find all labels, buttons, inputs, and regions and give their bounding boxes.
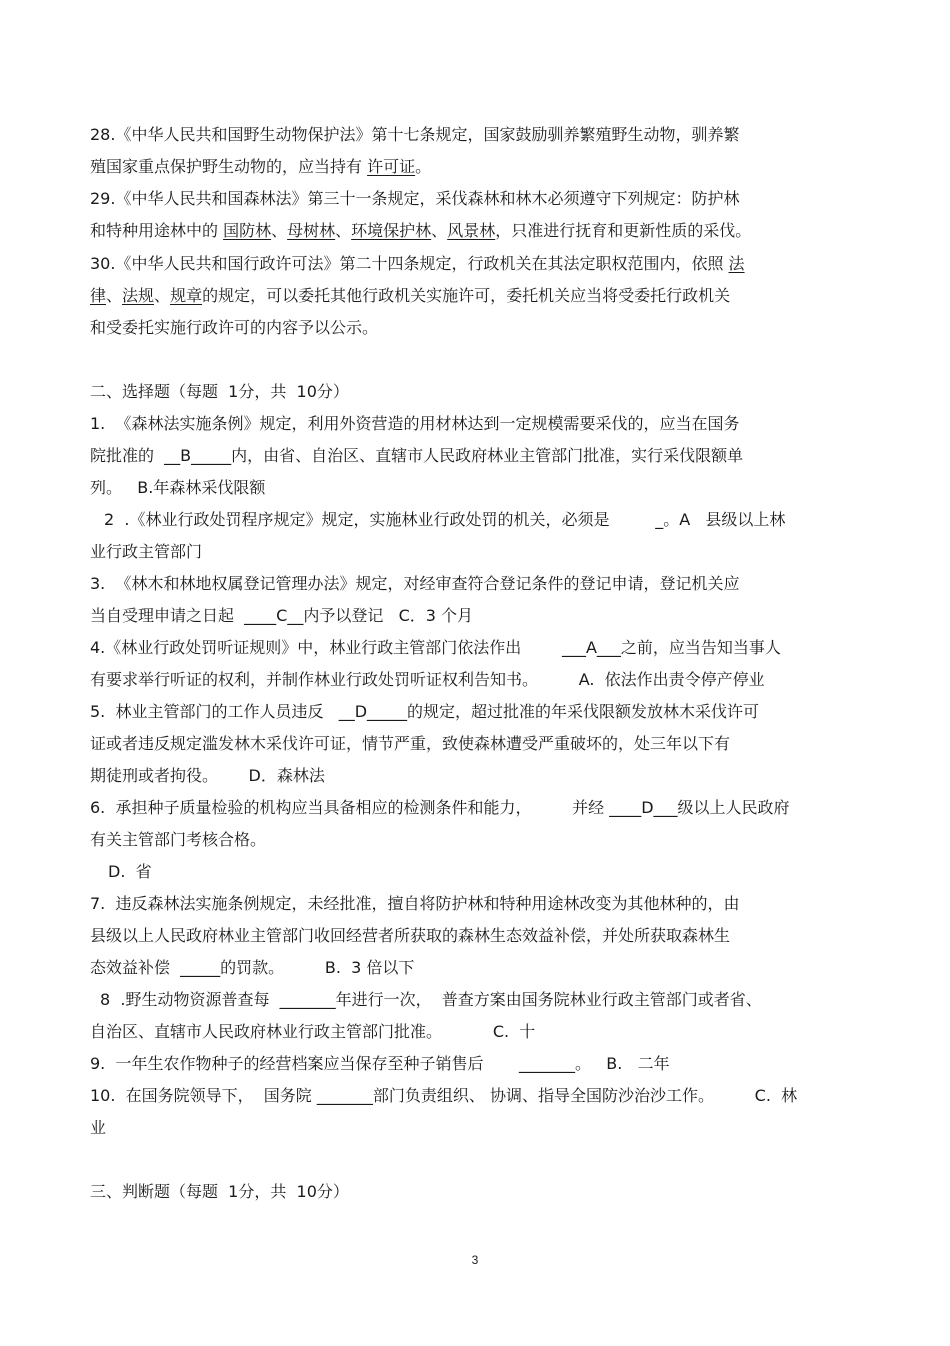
q30-answer-1a: 法 <box>728 254 745 273</box>
q29-line-2 <box>90 220 751 242</box>
q28-line-2 <box>90 156 431 178</box>
choice-2-line-2: 业行政主管部门 <box>90 542 203 561</box>
q29-answer-1: 国防林 <box>223 221 272 240</box>
choice-5-line-2: 证或者违反规定滥发林木采伐许可证，情节严重，致使森林遭受严重破坏的，处三年以下有 <box>90 734 731 753</box>
q29-answer-3: 环境保护林 <box>351 221 432 240</box>
q28-text-end: 。 <box>415 157 432 176</box>
choice-7-line-3: 态效益补偿 _____的罚款。 B. 3 倍以下 <box>90 958 415 977</box>
choice-10-line-2: 业 <box>90 1118 107 1137</box>
q29-text-end: ，只准进行抚育和更新性质的采伐。 <box>495 221 752 240</box>
q29-separator-2: 、 <box>335 221 352 240</box>
choice-7-line-2: 县级以上人民政府林业主管部门收回经营者所获取的森林生态效益补偿，并处所获取森林生 <box>90 926 731 945</box>
q29-separator-1: 、 <box>271 221 288 240</box>
choice-6-line-1: 6. 承担种子质量检验的机构应当具备相应的检测条件和能力， 并经 ____D___级以上人民政府 <box>90 798 790 817</box>
q30-answer-2: 法规 <box>122 286 155 305</box>
q30-line-3: 和受委托实施行政许可的内容予以公示。 <box>90 318 379 337</box>
choice-4-line-2: 有要求举行听证的权利，并制作林业行政处罚听证权利告知书。 A. 依法作出责令停产停业 <box>90 670 765 689</box>
page-number: 3 <box>471 1253 479 1267</box>
q30-answer-3: 规章 <box>170 286 203 305</box>
choice-3-line-2: 当自受理申请之日起 ____C__内予以登记 C．3 个月 <box>90 606 474 625</box>
section-2-heading: 二、选择题（每题 1分，共 10分） <box>90 382 349 401</box>
q29-separator-3: 、 <box>431 221 448 240</box>
choice-6-line-3: D. 省 <box>108 862 152 881</box>
choice-8-line-2: 自治区、直辖市人民政府林业行政主管部门批准。 C. 十 <box>90 1022 536 1041</box>
choice-3-line-1: 3. 《林木和林地权属登记管理办法》规定，对经审查符合登记条件的登记申请，登记机关应 <box>90 574 740 593</box>
choice-10-line-1: 10. 在国务院领导下， 国务院 _______部门负责组织、 协调、指导全国防沙治沙工作。 C. 林 <box>90 1086 798 1105</box>
choice-1-line-2: 院批准的 __B_____内，由省、自治区、直辖市人民政府林业主管部门批准，实行采伐限额单 <box>90 446 744 465</box>
q28-answer: 许可证 <box>367 157 416 176</box>
q30-separator-2: 、 <box>154 286 171 305</box>
choice-1-line-1: 1. 《森林法实施条例》规定，利用外资营造的用材林达到一定规模需要采伐的，应当在国务 <box>90 414 740 433</box>
q30-separator-1: 、 <box>106 286 123 305</box>
choice-9-line-1: 9. 一年生农作物种子的经营档案应当保存至种子销售后 _______。 B. 二年 <box>90 1054 670 1073</box>
section-3-heading: 三、判断题（每题 1分，共 10分） <box>90 1182 349 1201</box>
choice-8-line-1: 8 .野生动物资源普查每 _______年进行一次， 普查方案由国务院林业行政主管部门或者省、 <box>100 990 762 1009</box>
q30-line-1 <box>90 253 745 275</box>
choice-1-line-3: 列。 B.年森林采伐限额 <box>90 478 266 497</box>
choice-5-line-3: 期徒刑或者拘役。 D．森林法 <box>90 766 325 785</box>
choice-2-line-1: 2 .《林业行政处罚程序规定》规定，实施林业行政处罚的机关，必须是 _。A 县级以上林 <box>104 510 786 529</box>
q29-text: 和特种用途林中的 <box>90 221 224 240</box>
q29-line-1: 29.《中华人民共和国森林法》第三十一条规定，采伐森林和林木必须遵守下列规定：防护林 <box>90 189 740 208</box>
q30-text: 30.《中华人民共和国行政许可法》第二十四条规定，行政机关在其法定职权范围内，依照 <box>90 254 729 273</box>
q30-line-2 <box>90 285 730 307</box>
choice-7-line-1: 7. 违反森林法实施条例规定，未经批准，擅自将防护林和特种用途林改变为其他林种的，由 <box>90 894 740 913</box>
q28-text: 殖国家重点保护野生动物的，应当持有 <box>90 157 368 176</box>
choice-4-line-1: 4.《林业行政处罚听证规则》中，林业行政主管部门依法作出 ___A___之前，应当告知当事人 <box>90 638 781 657</box>
q30-text-end: 的规定，可以委托其他行政机关实施许可，委托机关应当将受委托行政机关 <box>202 286 731 305</box>
q29-answer-2: 母树林 <box>287 221 336 240</box>
choice-5-line-1: 5. 林业主管部门的工作人员违反 __D_____的规定，超过批准的年采伐限额发放林木采伐许可 <box>90 702 760 721</box>
q29-answer-4: 风景林 <box>447 221 496 240</box>
q28-line-1: 28.《中华人民共和国野生动物保护法》第十七条规定，国家鼓励驯养繁殖野生动物，驯养繁 <box>90 125 740 144</box>
choice-6-line-2: 有关主管部门考核合格。 <box>90 830 267 849</box>
q30-answer-1b: 律 <box>90 286 107 305</box>
